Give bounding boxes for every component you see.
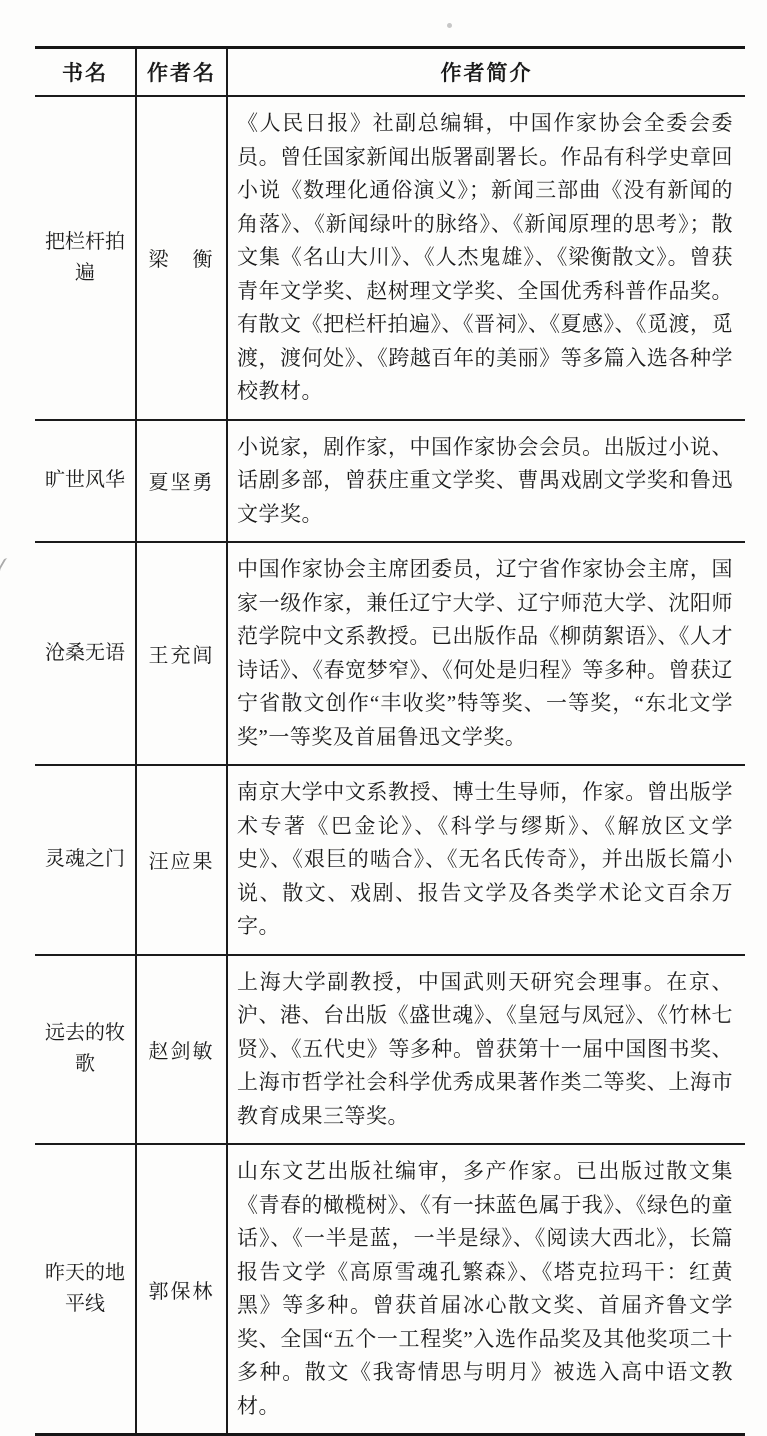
table-header-row <box>35 49 745 95</box>
book-title-cell: 远去的牧歌 <box>35 956 137 1144</box>
author-name-cell: 赵剑敏 <box>137 956 228 1144</box>
author-intro-text: 上海大学副教授，中国武则天研究会理事。在京、沪、港、台出版《盛世魂》、《皇冠与凤冠》、《竹林七贤》、《五代史》等多种。曾获第十一届中国图书奖、上海市哲学社会科学优秀成果著作类二等奖、上海市教育成果三等奖。 <box>237 969 733 1128</box>
book-title-cell: 旷世风华 <box>35 421 137 542</box>
author-intro-text: 中国作家协会主席团委员，辽宁省作家协会主席，国家一级作家，兼任辽宁大学、辽宁师范大学、沈阳师范学院中文系教授。已出版作品《柳荫絮语》、《人才诗话》、《春宽梦窄》、《何处是归程》等多种。曾获辽宁省散文创作“丰收奖”特等奖、一等奖，“东北文学奖”一等奖及首届鲁迅文学奖。 <box>237 557 733 749</box>
author-intro-cell <box>228 543 745 764</box>
author-intro-cell <box>228 956 745 1144</box>
table-row <box>35 764 745 954</box>
table-row <box>35 1143 745 1433</box>
author-intro-text: 南京大学中文系教授、博士生导师，作家。曾出版学术专著《巴金论》、《科学与缪斯》、《解放区文学史》、《艰巨的啮合》、《无名氏传奇》，并出版长篇小说、散文、戏剧、报告文学及各类学术论文百余万字。 <box>237 780 733 938</box>
author-intro-cell <box>228 97 745 419</box>
scan-speck-artifact <box>447 23 452 28</box>
table-row <box>35 541 745 764</box>
author-name-cell: 汪应果 <box>137 766 228 954</box>
author-intro-text: 小说家，剧作家，中国作家协会会员。出版过小说、话剧多部，曾获庄重文学奖、曹禺戏剧文学奖和鲁迅文学奖。 <box>237 434 733 526</box>
book-title-cell: 灵魂之门 <box>35 766 137 954</box>
book-title-cell: 沧桑无语 <box>35 543 137 764</box>
author-intro-text: 《人民日报》社副总编辑，中国作家协会全委会委员。曾任国家新闻出版署副署长。作品有科学史章回小说《数理化通俗演义》；新闻三部曲《没有新闻的角落》、《新闻绿叶的脉络》、《新闻原理的思考》；散文集《名山大川》、《人杰鬼雄》、《梁衡散文》。曾获青年文学奖、赵树理文学奖、全国优秀科普作品奖。有散文《把栏杆拍遍》、《晋祠》、《夏感》、《觅渡，觅渡，渡何处》、《跨越百年的美丽》等多篇入选各种学校教材。 <box>237 111 733 403</box>
author-name-cell: 梁 衡 <box>137 97 228 419</box>
author-name-cell: 郭保林 <box>137 1145 228 1433</box>
author-intro-cell <box>228 766 745 954</box>
book-title-cell: 把栏杆拍遍 <box>35 97 137 419</box>
book-title-cell: 昨天的地平线 <box>35 1145 137 1433</box>
header-author-intro: 作者简介 <box>440 62 533 85</box>
header-author-name: 作者名 <box>137 49 228 95</box>
author-name-cell: 夏坚勇 <box>137 421 228 542</box>
table-row <box>35 954 745 1144</box>
scan-margin-mark-artifact <box>0 558 12 573</box>
author-intro-text: 山东文艺出版社编审，多产作家。已出版过散文集《青春的橄榄树》、《有一抹蓝色属于我》、《绿色的童话》、《一半是蓝，一半是绿》、《阅读大西北》，长篇报告文学《高原雪魂孔繁森》、《塔克拉玛干：红黄黑》等多种。曾获首届冰心散文奖、首届齐鲁文学奖、全国“五个一工程奖”入选作品奖及其他奖项二十多种。散文《我寄情思与明月》被选入高中语文教材。 <box>237 1159 733 1418</box>
author-intro-cell <box>228 421 745 542</box>
table-row <box>35 419 745 542</box>
author-intro-cell <box>228 1145 745 1433</box>
header-book-title: 书名 <box>35 49 137 95</box>
authors-table <box>35 46 745 1436</box>
author-name-cell: 王充闾 <box>137 543 228 764</box>
table-row <box>35 95 745 419</box>
